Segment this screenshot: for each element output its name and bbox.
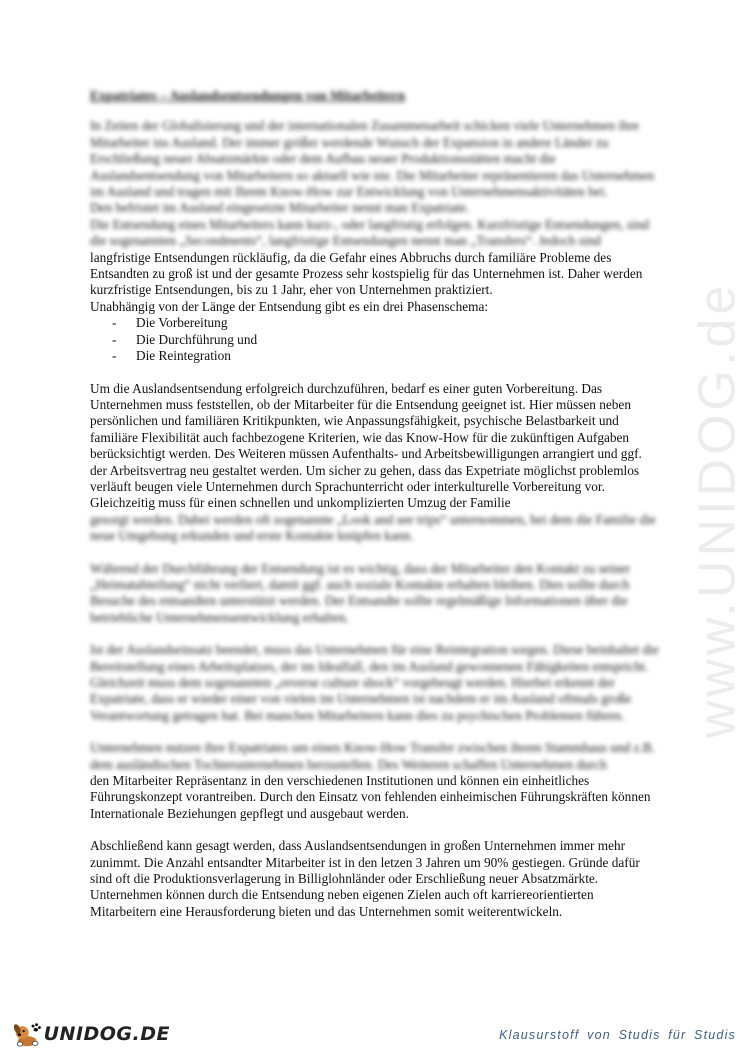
unidog-logo[interactable] bbox=[10, 1014, 170, 1054]
paragraph-expatriate-definition-blurred: Den befristet im Ausland eingesetzte Mitarbeiter nennt man Expatriate. bbox=[90, 200, 470, 216]
paragraph-intro-blurred: In Zeiten der Globalisierung und der internationalen Zusammenarbeit schicken viele Unternehmen ihre Mitarbeiter ins Ausland. Der immer größer werdende Wunsch der Expansion in andere Länder zu Erschließung neuer Absatzmärkte oder dem Aufbau neuer Produktionsstätten macht die Auslandsentsendung von Mitarbeitern so aktuell wie nie. Die Mitarbeiter repräsentieren das Unternehmen im Ausland und tragen mit Ihrem Know-How zur Entwicklung von Unternehmensaktivitäten bei. bbox=[90, 118, 655, 200]
paragraph-duration-visible: langfristige Entsendungen rückläufig, da die Gefahr eines Abbruchs durch familiäre Probleme des Entsandten zu groß ist und der gesamte Prozess sehr kostspielig für das Unternehmen ist. Daher werden kurzfristige Entsendungen, bis zu 1 Jahr, eher von Unternehmen praktiziert. bbox=[90, 249, 643, 298]
watermark bbox=[688, 280, 746, 740]
paragraph-execution-blurred: Während der Durchführung der Entsendung ist es wichtig, dass der Mitarbeiter den Kontakt zu seiner „Heimatabteilung“ nicht verliert, damit ggf. auch soziale Kontakte erhalten bleiben. Dies sollte durch Besuche des entsandten unterstützt werden. Der Entsandte sollte regelmäßige Informationen über die betriebliche Unternehmensentwicklung erhalten. bbox=[90, 560, 631, 625]
paragraph-conclusion: Abschließend kann gesagt werden, dass Auslandsentsendungen in großen Unternehmen immer mehr zunimmt. Die Anzahl entsandter Mitarbeiter ist in den letzen 3 Jahren um 90% gestiegen. Gründe dafür sind oft die Produktionsverlagerung in Billiglohnländer oder Erschließung neuer Absatzmärkte. Unternehmen können durch die Entsendung neben eigenen Zielen auch oft karriereorientierten Mitarbeitern eine Herausforderung bieten und das Unternehmen somit weiterentwickeln. bbox=[90, 838, 640, 919]
document-title: Expatriates – Auslandsentsendungen von Mitarbeitern bbox=[90, 88, 406, 103]
logo-text: UNIDOG.DE bbox=[43, 1023, 170, 1045]
paragraph-knowhow-blurred: Unternehmen nutzen ihre Expatriates um einen Know-How Transfer zwischen ihrem Stammhaus und z.B. dem ausländischen Tochterunternehmen herzustellen. Des Weiteren schaffen Unternehmen durch bbox=[90, 740, 655, 772]
watermark-text: www.UNIDOG.de bbox=[688, 281, 746, 739]
paragraph-duration-blurred: Die Entsendung eines Mitarbeiters kann kurz-, oder langfristig erfolgen. Kurzfristige Entsendungen, sind die sogenannten „Secondments“, langfristige Entsendungen nennt man „Transfers“. Jedoch sind bbox=[90, 216, 650, 249]
dog-mascot-icon bbox=[10, 1014, 42, 1054]
list-item: - Die Vorbereitung bbox=[112, 315, 662, 331]
paragraph-reintegration-blurred: Ist der Auslandseinsatz beendet, muss das Unternehmen für eine Reintegration sorgen. Diese beinhaltet die Bereitstellung eines Arbeitsplatzes, der im Idealfall, den im Ausland gewonnenen Fähigkeiten entspricht. Gleichzeit muss dem sogenannten „reverse culture shock“ vorgebeugt werden. Hierbei erkennt der Expatriate, dass er wieder einer von vielen im Unternehmen ist nachdem er im Ausland oftmals große Verantwortung getragen hat. Bei manchen Mitarbeitern kann dies zu psychischen Problemen führen. bbox=[90, 642, 659, 723]
paragraph-knowhow-visible: den Mitarbeiter Repräsentanz in den verschiedenen Institutionen und können ein einheitliches Führungskonzept vorantreiben. Durch den Einsatz von fehlenden einheimischen Führungskräften können Internationale Beziehungen gepflegt und ausgebaut werden. bbox=[90, 773, 651, 821]
phases-list bbox=[90, 315, 662, 364]
list-item: - Die Durchführung und bbox=[112, 332, 662, 348]
phases-intro: Unabhängig von der Länge der Entsendung gibt es ein drei Phasenschema: bbox=[90, 298, 489, 314]
paragraph-preparation-visible: Um die Auslandsentsendung erfolgreich durchzuführen, bedarf es einer guten Vorbereitung. Das Unternehmen muss feststellen, ob der Mitarbeiter für die Entsendung geeignet ist. Hier müssen neben persönlichen und familiären Kritikpunkten, wie Anpassungsfähigkeit, psychische Belastbarkeit und familiäre Flexibilität auch fachbezogene Kriterien, wie das Know-How für die zukünftigen Aufgaben berücksichtigt werden. Des Weiteren müssen Aufenthalts- und Arbeitsbewilligungen arrangiert und ggf. der Arbeitsvertrag neu gestaltet werden. Um sicher zu gehen, dass das Expetriate möglichst problemlos verläuft beugen viele Unternehmen durch Sprachunterricht oder interkulturelle Vorbereitung vor. Gleichzeitig muss für einen schnellen und unkomplizierten Umzug der Familie bbox=[90, 380, 642, 511]
footer-tagline: Klausurstoff von Studis für Studis bbox=[499, 1028, 736, 1042]
paragraph-preparation-blurred: gesorgt werden. Dabei werden oft sogenannte „Look and see trips“ unternommen, bei dem die Familie die neue Umgebung erkunden und erste Kontakte knüpfen kann. bbox=[90, 511, 656, 544]
list-item: - Die Reintegration bbox=[112, 348, 662, 364]
document-page bbox=[90, 88, 662, 920]
